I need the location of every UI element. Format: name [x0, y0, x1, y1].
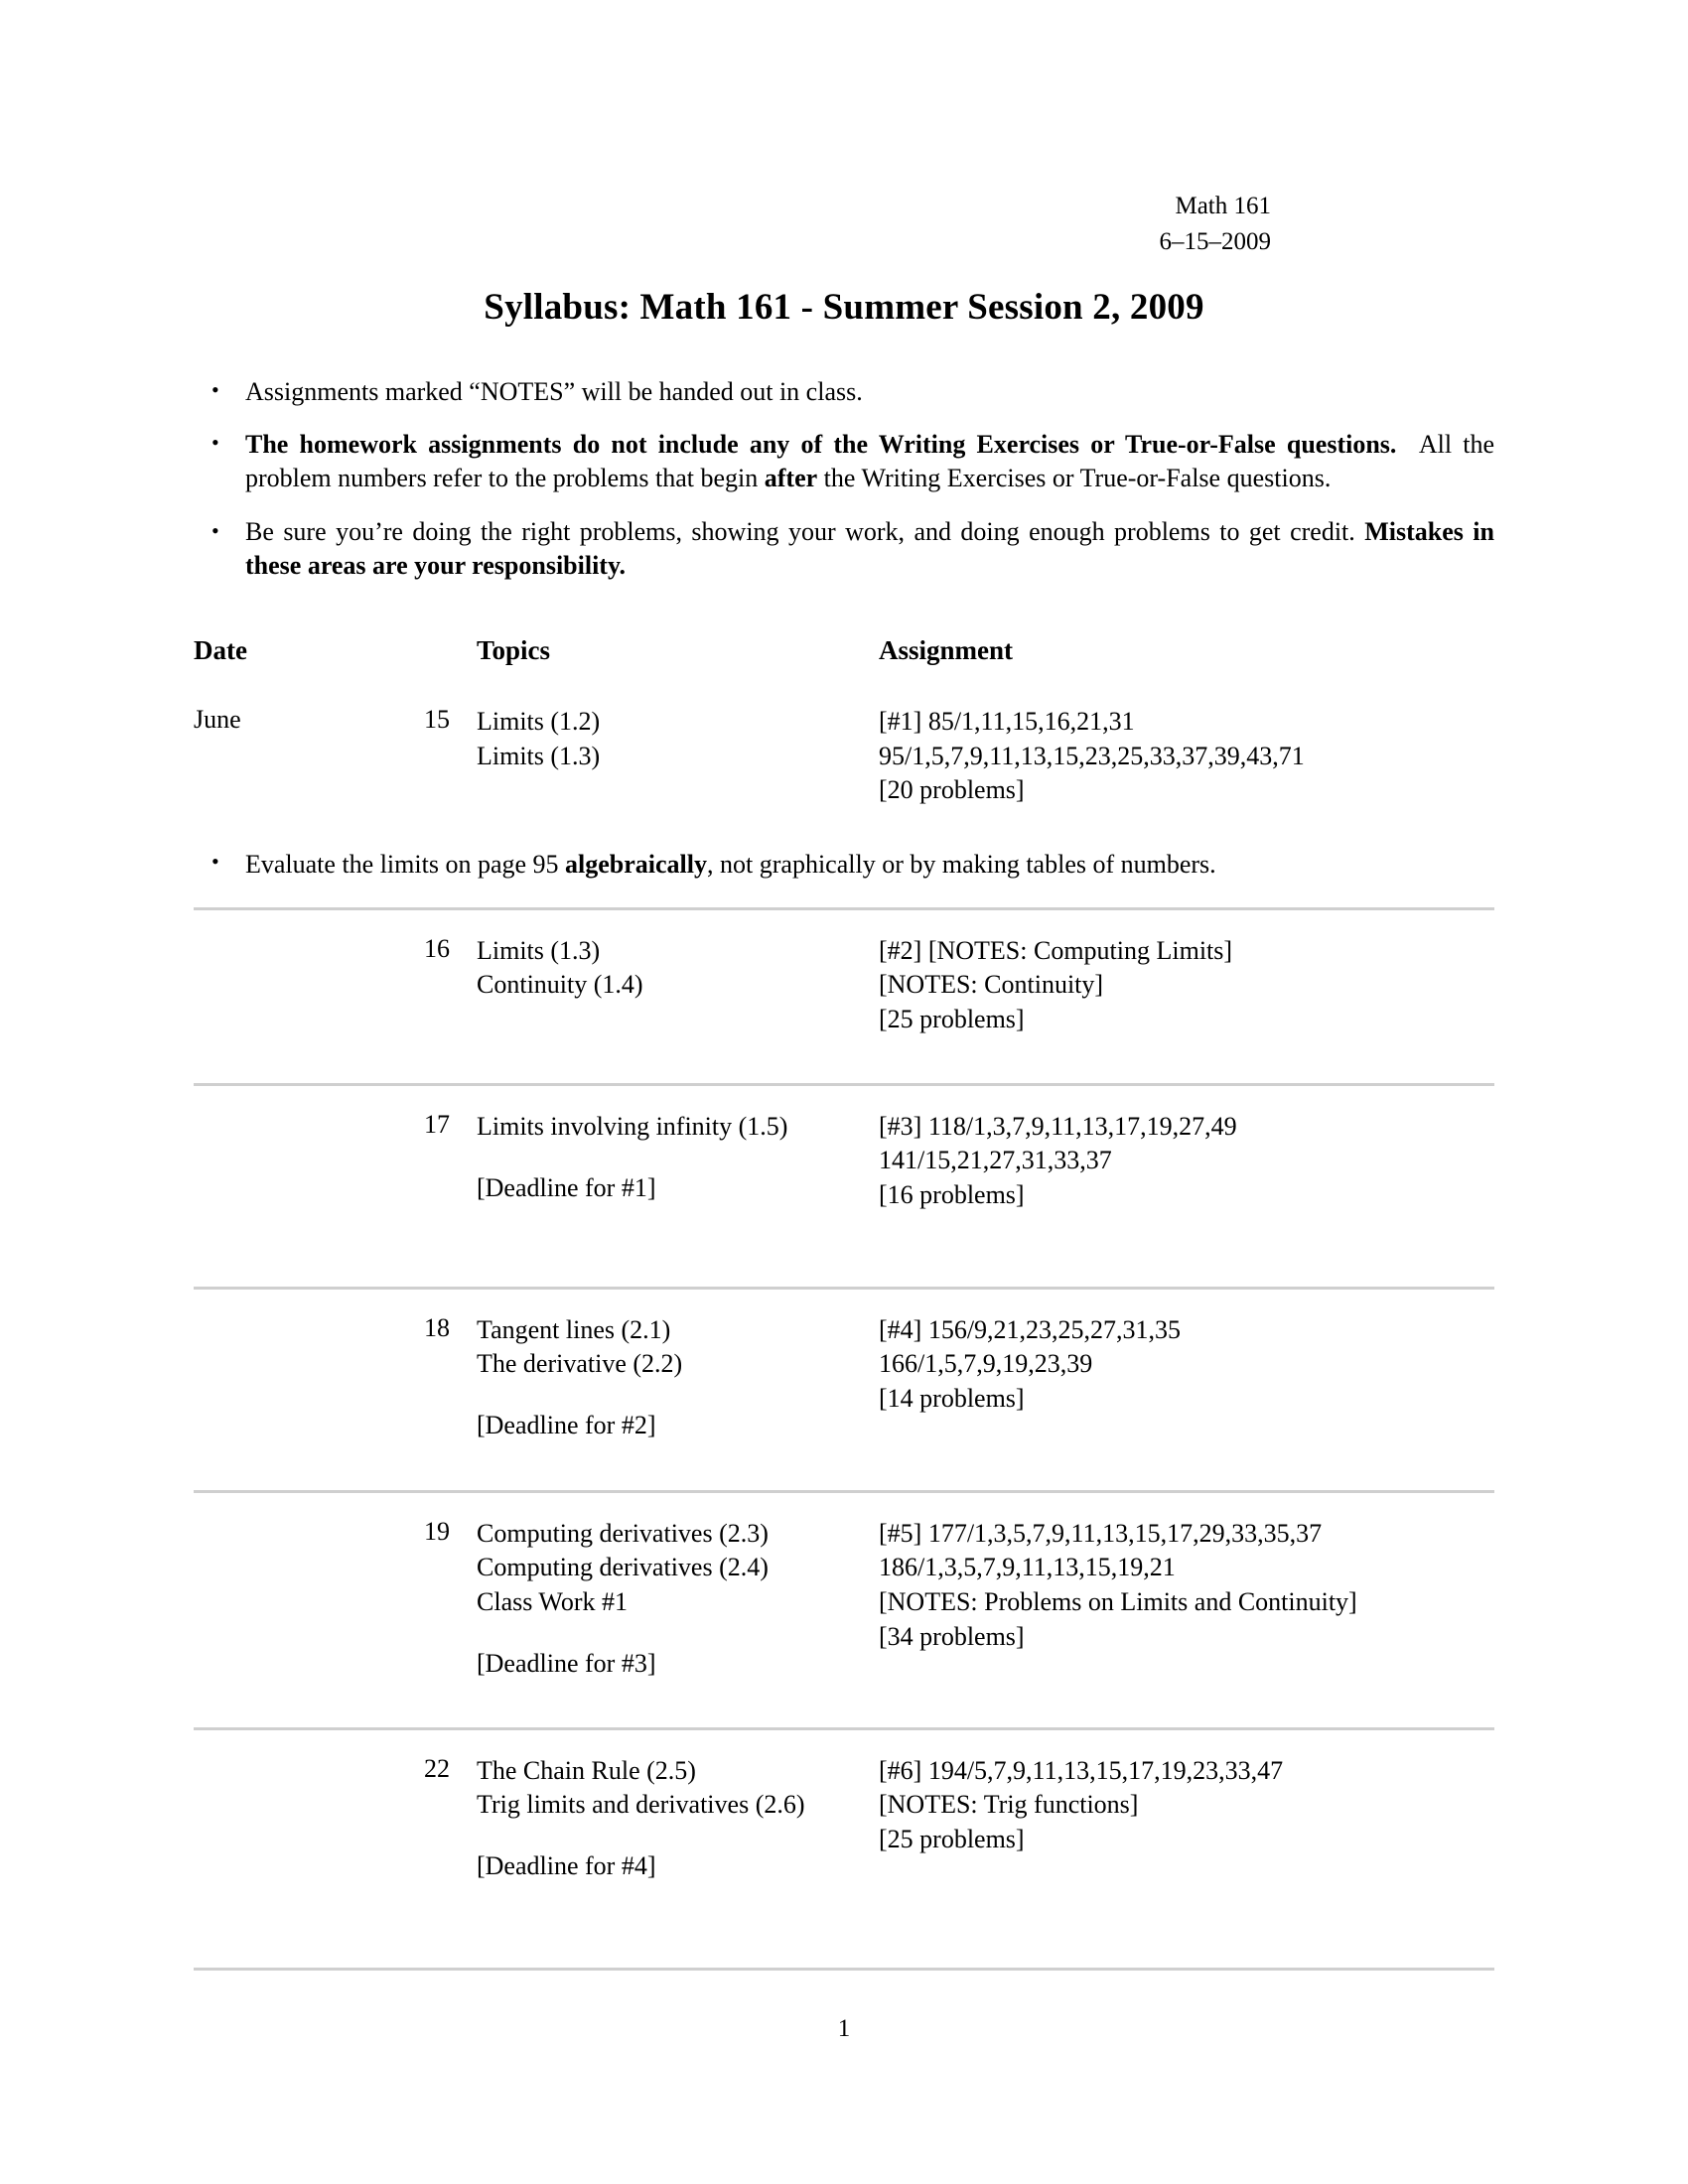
column-header-topics: Topics — [477, 635, 551, 665]
note-evaluate-limits — [204, 848, 1494, 882]
intro-notes-list — [204, 375, 1494, 604]
row-day: 17 — [424, 1109, 450, 1139]
document-date: 6–15–2009 — [1159, 228, 1271, 256]
intro-bullet-1-text: Assignments marked “NOTES” will be handed out in class. — [245, 377, 863, 406]
bullet-icon: • — [211, 377, 219, 403]
row-day: 16 — [424, 933, 450, 963]
topic-line: Limits involving infinity (1.5) — [477, 1111, 788, 1141]
row-topics — [477, 1754, 864, 1884]
row-deadline: [Deadline for #2] — [477, 1411, 656, 1440]
assignment-line: [#5] 177/1,3,5,7,9,11,13,15,17,29,33,35,37 — [879, 1518, 1323, 1548]
assignment-line: [#6] 194/5,7,9,11,13,15,17,19,23,33,47 — [879, 1755, 1284, 1785]
assignment-line: [NOTES: Continuity] — [879, 970, 1104, 1000]
intro-bullet-2-text-b: the Writing Exercises or True-or-False questions. — [817, 463, 1332, 492]
table-row — [194, 1730, 1494, 1931]
row-day: 19 — [424, 1516, 450, 1546]
document-header — [1160, 189, 1272, 261]
assignment-line: [25 problems] — [879, 1004, 1025, 1033]
assignment-line: 141/15,21,27,31,33,37 — [879, 1146, 1112, 1175]
row-topics — [477, 1517, 864, 1682]
footer-divider — [194, 1968, 1494, 1971]
schedule-table — [194, 635, 1494, 1931]
intro-bullet-2-text-a: All the problem numbers refer to the problems that begin — [245, 429, 1494, 492]
assignment-line: [NOTES: Problems on Limits and Continuity] — [879, 1586, 1357, 1616]
assignment-line: [#1] 85/1,11,15,16,21,31 — [879, 707, 1135, 736]
topic-line: The derivative (2.2) — [477, 1349, 683, 1379]
page-number: 1 — [837, 2015, 851, 2042]
row-assignment — [879, 934, 1494, 1037]
note-text-b: , not graphically or by making tables of numbers. — [707, 850, 1216, 879]
assignment-line: [34 problems] — [879, 1621, 1025, 1651]
row-deadline: [Deadline for #3] — [477, 1648, 656, 1678]
row-deadline: [Deadline for #1] — [477, 1172, 656, 1202]
intro-bullet-2 — [204, 428, 1494, 495]
topic-line: Class Work #1 — [477, 1586, 628, 1616]
topic-line: The Chain Rule (2.5) — [477, 1755, 696, 1785]
table-row — [194, 1086, 1494, 1287]
bullet-icon: • — [211, 849, 219, 875]
row-topics — [477, 705, 864, 773]
topic-line: Computing derivatives (2.4) — [477, 1553, 769, 1582]
note-text-a: Evaluate the limits on page 95 — [245, 850, 566, 879]
assignment-line: [#3] 118/1,3,7,9,11,13,17,19,27,49 — [879, 1111, 1237, 1141]
assignment-line: [16 problems] — [879, 1179, 1025, 1209]
topic-line: Computing derivatives (2.3) — [477, 1518, 769, 1548]
topic-line: Limits (1.3) — [477, 935, 601, 965]
row-assignment — [879, 705, 1494, 808]
assignment-line: [#4] 156/9,21,23,25,27,31,35 — [879, 1314, 1182, 1344]
note-bold-algebraically: algebraically — [565, 850, 708, 879]
assignment-line: [20 problems] — [879, 775, 1025, 805]
bullet-icon: • — [211, 430, 219, 456]
row-assignment — [879, 1517, 1494, 1654]
topic-line: Tangent lines (2.1) — [477, 1314, 671, 1344]
row-day: 15 — [424, 705, 450, 734]
row-assignment — [879, 1110, 1494, 1213]
table-row — [194, 1493, 1494, 1727]
topic-line: Continuity (1.4) — [477, 970, 643, 1000]
assignment-line: [#2] [NOTES: Computing Limits] — [879, 935, 1233, 965]
intro-bullet-3-text: Be sure you’re doing the right problems, showing your work, and doing enough problems to get credit. — [245, 517, 1365, 547]
table-row — [194, 1290, 1494, 1490]
column-header-assignment: Assignment — [879, 635, 1014, 665]
intro-bullet-2-after-emphasis: after — [764, 463, 818, 492]
assignment-line: [NOTES: Trig functions] — [879, 1790, 1139, 1820]
course-code: Math 161 — [1175, 193, 1271, 219]
table-row — [194, 910, 1494, 1083]
row-month: June — [194, 705, 241, 734]
row-topics — [477, 1313, 864, 1443]
schedule-column-headers — [194, 635, 1494, 681]
row-topics — [477, 934, 864, 1003]
intro-bullet-3 — [204, 515, 1494, 583]
bullet-icon: • — [211, 517, 219, 543]
table-row — [194, 681, 1494, 826]
assignment-line: 95/1,5,7,9,11,13,15,23,25,33,37,39,43,71 — [879, 741, 1305, 770]
assignment-line: 186/1,3,5,7,9,11,13,15,19,21 — [879, 1553, 1176, 1582]
intro-bullet-3-bold-text: Mistakes in these areas are your responsibility. — [245, 517, 1494, 581]
row-assignment — [879, 1313, 1494, 1417]
row-day: 22 — [424, 1753, 450, 1783]
intro-bullet-2-bold-text: The homework assignments do not include any of the Writing Exercises or True-or-False questions. — [245, 429, 1397, 459]
assignment-line: 166/1,5,7,9,19,23,39 — [879, 1349, 1093, 1379]
assignment-line: [14 problems] — [879, 1383, 1025, 1413]
intro-bullet-1 — [204, 375, 1494, 409]
row-topics — [477, 1110, 864, 1205]
topic-line: Trig limits and derivatives (2.6) — [477, 1790, 805, 1820]
page-title: Syllabus: Math 161 - Summer Session 2, 2009 — [484, 287, 1204, 328]
assignment-line: [25 problems] — [879, 1824, 1025, 1853]
column-header-date: Date — [194, 635, 247, 665]
topic-line: Limits (1.2) — [477, 707, 601, 736]
row-deadline: [Deadline for #4] — [477, 1851, 656, 1881]
row-day: 18 — [424, 1312, 450, 1342]
row-assignment — [879, 1754, 1494, 1857]
topic-line: Limits (1.3) — [477, 741, 601, 770]
